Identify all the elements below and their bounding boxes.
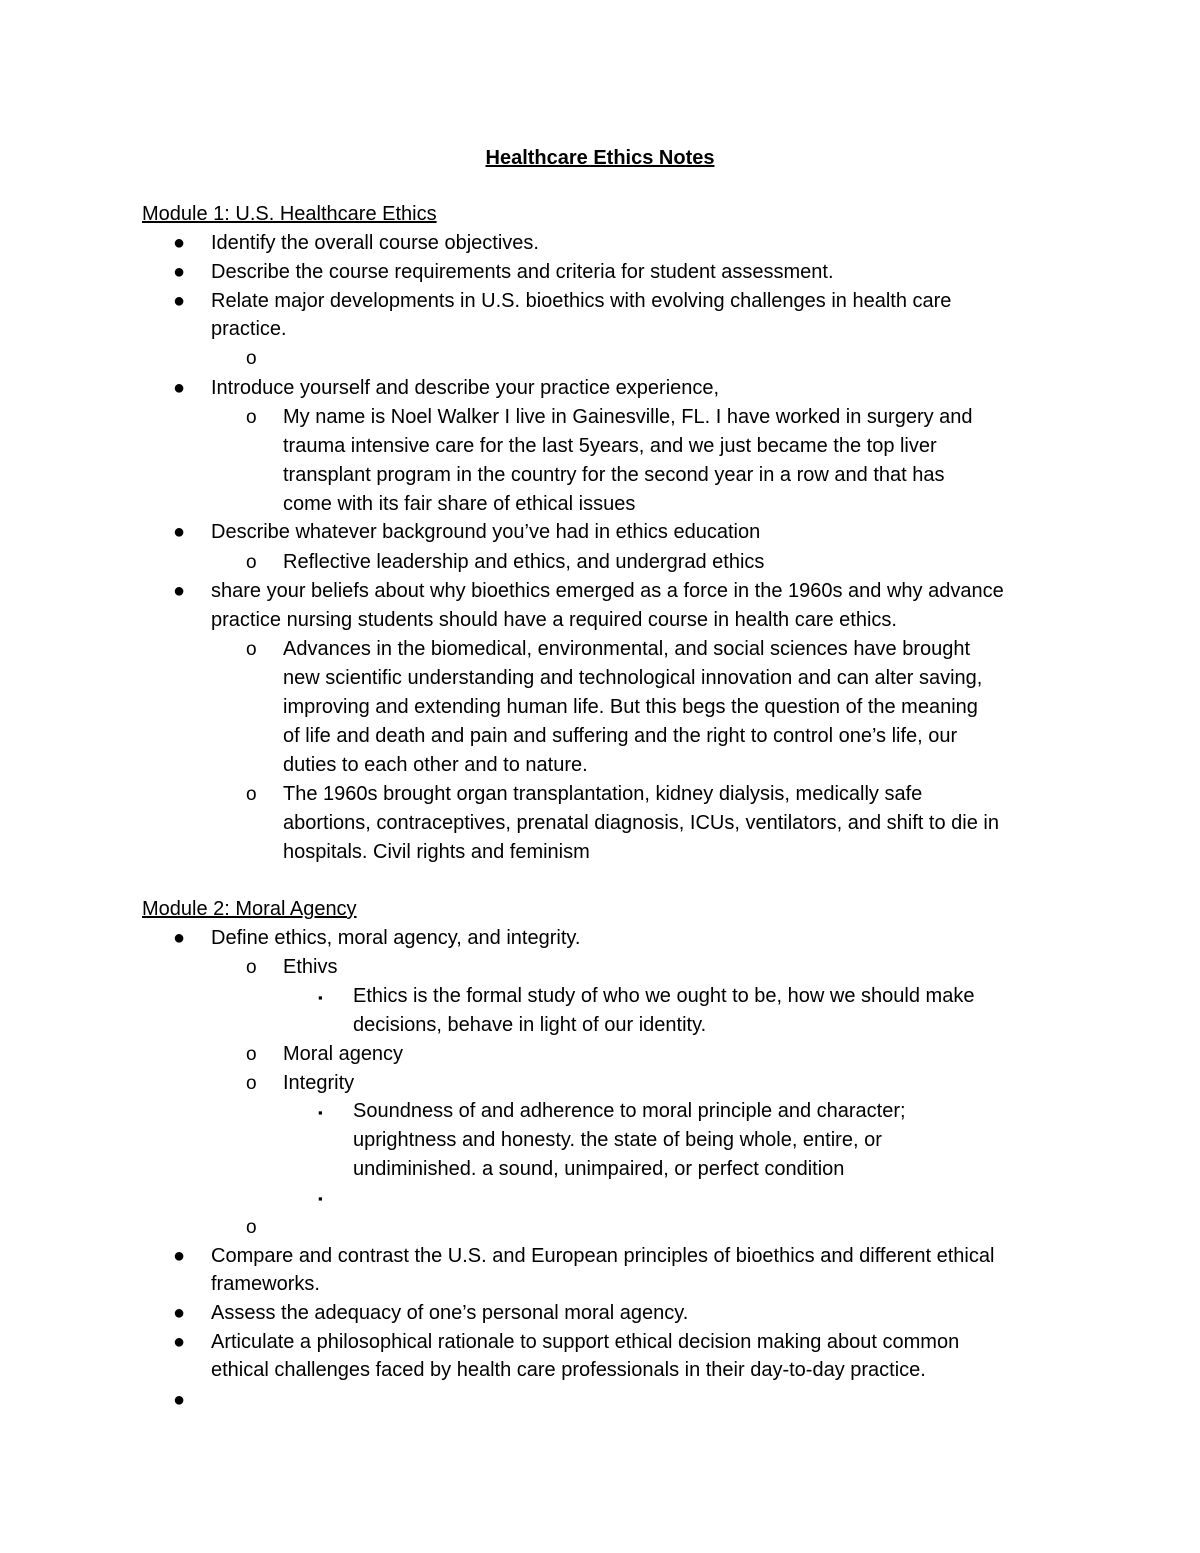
circle-bullet-icon: o <box>246 348 257 369</box>
module-1-line: practice nursing students should have a required course in health care ethics. <box>211 609 897 631</box>
module-2-line: decisions, behave in light of our identity. <box>353 1014 707 1036</box>
module-2-line: uprightness and honesty. the state of being whole, entire, or <box>353 1129 882 1151</box>
module-2-line: Ethics is the formal study of who we ought to be, how we should make <box>353 985 975 1007</box>
module-1-line: hospitals. Civil rights and feminism <box>283 841 590 863</box>
module-2-line: Compare and contrast the U.S. and European principles of bioethics and different ethical <box>211 1245 995 1267</box>
disc-bullet-icon: ● <box>173 1302 186 1324</box>
square-bullet-icon: ▪ <box>318 1105 323 1120</box>
circle-bullet-icon: o <box>246 407 257 428</box>
disc-bullet-icon: ● <box>173 521 186 543</box>
module-1-line: practice. <box>211 318 287 340</box>
module-2-line: Ethivs <box>283 956 338 978</box>
module-1-line: share your beliefs about why bioethics emerged as a force in the 1960s and why advance <box>211 580 1004 602</box>
module-1-line: new scientific understanding and technological innovation and can alter saving, <box>283 667 983 689</box>
module-2-heading: Module 2: Moral Agency <box>142 898 357 920</box>
square-bullet-icon: ▪ <box>318 1191 323 1206</box>
module-1-line: of life and death and pain and suffering and the right to control one’s life, our <box>283 725 958 747</box>
module-1-line: transplant program in the country for the second year in a row and that has <box>283 464 945 486</box>
module-2-line: Soundness of and adherence to moral principle and character; <box>353 1100 906 1122</box>
circle-bullet-icon: o <box>246 1217 257 1238</box>
module-1-line: Relate major developments in U.S. bioethics with evolving challenges in health care <box>211 290 952 312</box>
disc-bullet-icon: ● <box>173 261 186 283</box>
document-title: Healthcare Ethics Notes <box>485 147 715 169</box>
module-1-line: Identify the overall course objectives. <box>211 232 539 254</box>
module-1-line: Advances in the biomedical, environmental, and social sciences have brought <box>283 638 971 660</box>
circle-bullet-icon: o <box>246 1073 257 1094</box>
circle-bullet-icon: o <box>246 957 257 978</box>
module-2-line: Assess the adequacy of one’s personal moral agency. <box>211 1302 689 1324</box>
module-1-line: Describe the course requirements and criteria for student assessment. <box>211 261 834 283</box>
module-1-line: duties to each other and to nature. <box>283 754 588 776</box>
disc-bullet-icon: ● <box>173 580 186 602</box>
disc-bullet-icon: ● <box>173 377 186 399</box>
module-1-heading: Module 1: U.S. Healthcare Ethics <box>142 203 437 225</box>
disc-bullet-icon: ● <box>173 1245 186 1267</box>
module-1-line: abortions, contraceptives, prenatal diagnosis, ICUs, ventilators, and shift to die in <box>283 812 999 834</box>
module-1-line: trauma intensive care for the last 5years, and we just became the top liver <box>283 435 937 457</box>
module-2-line: undiminished. a sound, unimpaired, or perfect condition <box>353 1158 845 1180</box>
module-1-line: The 1960s brought organ transplantation, kidney dialysis, medically safe <box>283 783 923 805</box>
module-2-line: Integrity <box>283 1072 355 1094</box>
circle-bullet-icon: o <box>246 1044 257 1065</box>
disc-bullet-icon: ● <box>173 1389 186 1411</box>
circle-bullet-icon: o <box>246 784 257 805</box>
module-2-line: Moral agency <box>283 1043 404 1065</box>
module-1-line: Introduce yourself and describe your practice experience, <box>211 377 720 399</box>
module-1-line: Reflective leadership and ethics, and undergrad ethics <box>283 551 765 573</box>
circle-bullet-icon: o <box>246 639 257 660</box>
module-1-line: come with its fair share of ethical issues <box>283 493 636 515</box>
module-2-line: frameworks. <box>211 1273 320 1295</box>
module-2-line: ethical challenges faced by health care professionals in their day-to-day practice. <box>211 1359 926 1381</box>
disc-bullet-icon: ● <box>173 290 186 312</box>
disc-bullet-icon: ● <box>173 232 186 254</box>
module-2-line: Articulate a philosophical rationale to support ethical decision making about common <box>211 1331 960 1353</box>
module-1-line: Describe whatever background you’ve had in ethics education <box>211 521 761 543</box>
square-bullet-icon: ▪ <box>318 990 323 1005</box>
circle-bullet-icon: o <box>246 552 257 573</box>
module-2-line: Define ethics, moral agency, and integrity. <box>211 927 581 949</box>
disc-bullet-icon: ● <box>173 927 186 949</box>
module-1-line: improving and extending human life. But this begs the question of the meaning <box>283 696 978 718</box>
disc-bullet-icon: ● <box>173 1331 186 1353</box>
module-1-line: My name is Noel Walker I live in Gainesville, FL. I have worked in surgery and <box>283 406 973 428</box>
